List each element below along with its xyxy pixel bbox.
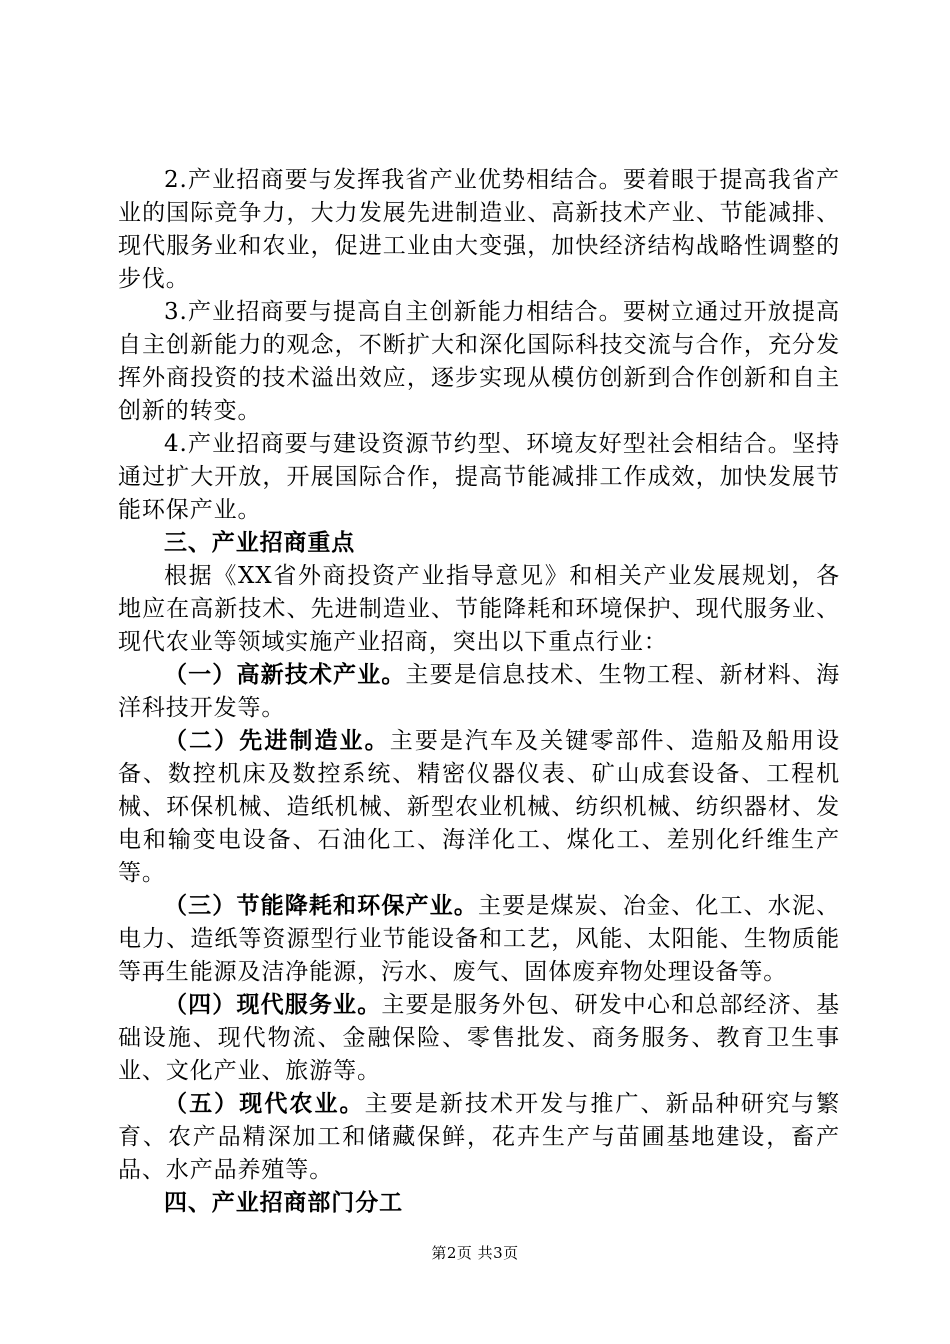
item-energy-saving xyxy=(118,890,840,989)
paragraph-intro: 根据《XX省外商投资产业指导意见》和相关产业发展规划，各地应在高新技术、先进制造业、节能降耗和环境保护、现代服务业、现代农业等领域实施产业招商，突出以下重点行业： xyxy=(118,563,840,655)
item-label: （四）现代服务业。 xyxy=(164,992,382,1018)
item-text: 主要是新技术开发与推广、新品种研究与繁育、农产品精深加工和储藏保鲜，花卉生产与苗圃基地建设，畜产品、水产品养殖等。 xyxy=(118,1091,841,1183)
item-text: 主要是煤炭、冶金、化工、水泥、电力、造纸等资源型行业节能设备和工艺，风能、太阳能、生物质能等再生能源及洁净能源，污水、废气、固体废弃物处理设备等。 xyxy=(118,893,841,985)
item-label: （一）高新技术产业。 xyxy=(164,662,406,688)
document-body xyxy=(118,164,840,1220)
paragraph-4: 4.产业招商要与建设资源节约型、环境友好型社会相结合。坚持通过扩大开放，开展国际合作，提高节能减排工作成效，加快发展节能环保产业。 xyxy=(118,431,840,523)
section-heading-3: 三、产业招商重点 xyxy=(164,530,356,556)
page-footer: 第2页 共3页 xyxy=(431,1244,519,1262)
item-text: 主要是信息技术、生物工程、新材料、海洋科技开发等。 xyxy=(118,662,841,721)
paragraph-2: 2.产业招商要与发挥我省产业优势相结合。要着眼于提高我省产业的国际竞争力，大力发展先进制造业、高新技术产业、节能减排、现代服务业和农业，促进工业由大变强，加快经济结构战略性调整的步伐。 xyxy=(118,167,840,292)
item-text: 主要是汽车及关键零部件、造船及船用设备、数控机床及数控系统、精密仪器仪表、矿山成套设备、工程机械、环保机械、造纸机械、新型农业机械、纺织机械、纺织器材、发电和输变电设备、石油化工、海洋化工、煤化工、差别化纤维生产等。 xyxy=(118,728,840,886)
section-heading-4: 四、产业招商部门分工 xyxy=(164,1190,403,1216)
paragraph-3: 3.产业招商要与提高自主创新能力相结合。要树立通过开放提高自主创新能力的观念，不断扩大和深化国际科技交流与合作，充分发挥外商投资的技术溢出效应，逐步实现从模仿创新到合作创新和自主创新的转变。 xyxy=(118,299,840,424)
item-modern-services xyxy=(118,989,840,1088)
item-label: （五）现代农业。 xyxy=(164,1091,365,1117)
item-high-tech xyxy=(118,659,840,725)
item-label: （三）节能降耗和环保产业。 xyxy=(164,893,478,919)
item-modern-agriculture xyxy=(118,1088,840,1187)
item-text: 主要是服务外包、研发中心和总部经济、基础设施、现代物流、金融保险、零售批发、商务服务、教育卫生事业、文化产业、旅游等。 xyxy=(118,992,840,1084)
item-label: （二）先进制造业。 xyxy=(164,728,390,754)
item-advanced-manufacturing xyxy=(118,725,840,890)
